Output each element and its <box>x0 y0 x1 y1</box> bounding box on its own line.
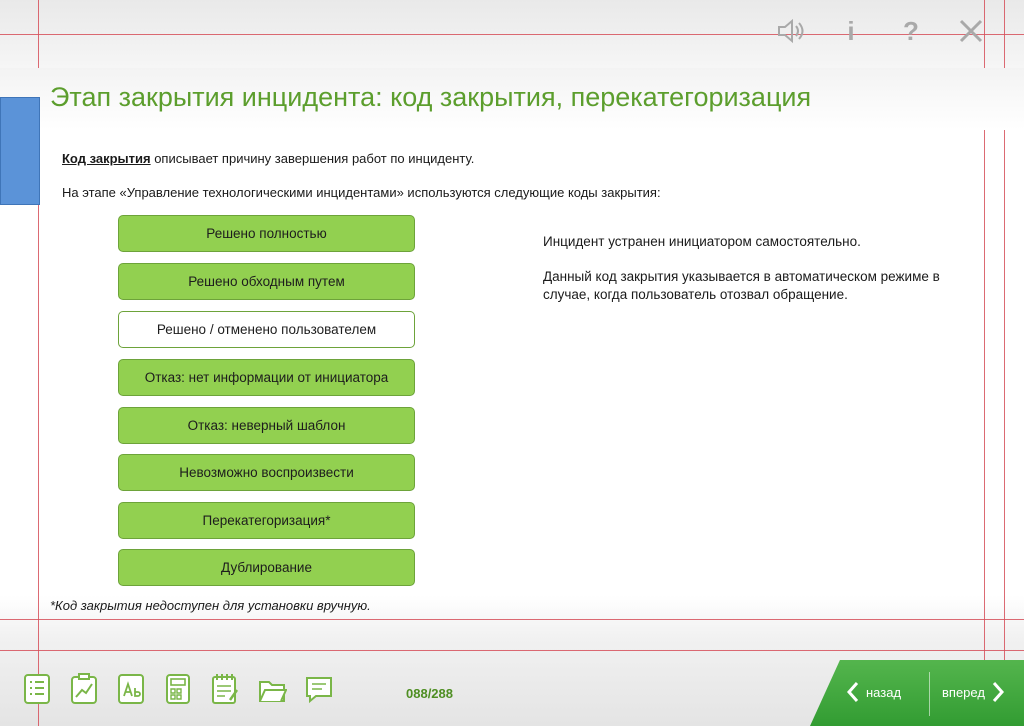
code-button-no-info-from-initiator[interactable]: Отказ: нет информации от инициатора <box>118 359 415 396</box>
description-line: Инцидент устранен инициатором самостоятельно. <box>543 234 861 249</box>
code-button-cancelled-by-user[interactable]: Решено / отменено пользователем <box>118 311 415 348</box>
chevron-left-icon <box>846 680 860 704</box>
code-button-resolved-fully[interactable]: Решено полностью <box>118 215 415 252</box>
message-icon[interactable] <box>304 672 334 706</box>
intro-rest: описывает причину завершения работ по инциденту. <box>150 151 475 166</box>
guide-line <box>0 650 1024 651</box>
code-button-resolved-workaround[interactable]: Решено обходным путем <box>118 263 415 300</box>
forward-button[interactable] <box>942 680 1005 704</box>
footnote: *Код закрытия недоступен для установки вручную. <box>50 598 371 613</box>
code-description <box>543 233 963 321</box>
top-toolbar <box>774 14 988 48</box>
code-button-recategorization[interactable]: Перекатегоризация* <box>118 502 415 539</box>
intro-bold-term: Код закрытия <box>62 151 151 166</box>
notepad-icon[interactable] <box>210 672 240 706</box>
folder-icon[interactable] <box>257 672 287 706</box>
back-button[interactable] <box>846 680 901 704</box>
code-button-cannot-reproduce[interactable]: Невозможно воспроизвести <box>118 454 415 491</box>
code-button-wrong-template[interactable]: Отказ: неверный шаблон <box>118 407 415 444</box>
back-label: назад <box>866 684 902 700</box>
help-icon[interactable] <box>894 14 928 48</box>
nav-divider <box>929 672 930 716</box>
chart-icon[interactable] <box>69 672 99 706</box>
guide-line <box>0 619 1024 620</box>
bottom-toolbar <box>22 672 334 706</box>
speaker-icon[interactable] <box>774 14 808 48</box>
code-button-duplicate[interactable]: Дублирование <box>118 549 415 586</box>
info-icon[interactable] <box>834 14 868 48</box>
intro-text <box>62 151 474 166</box>
forward-label: вперед <box>942 684 985 700</box>
accent-block <box>0 97 40 205</box>
description-line: Данный код закрытия указывается в автоматическом режиме в случае, когда пользователь отозвал обращение. <box>543 269 940 302</box>
help-label: ? <box>903 15 919 46</box>
page-title: Этап закрытия инцидента: код закрытия, перекатегоризация <box>50 82 812 112</box>
chevron-right-icon <box>991 680 1005 704</box>
page-indicator: 088/288 <box>406 686 453 701</box>
calculator-icon[interactable] <box>163 672 193 706</box>
glossary-icon[interactable] <box>116 672 146 706</box>
list-icon[interactable] <box>22 672 52 706</box>
info-label: i <box>847 15 855 46</box>
intro-secondary-text: На этапе «Управление технологическими инцидентами» используются следующие коды закрытия: <box>62 185 661 200</box>
close-icon[interactable] <box>954 14 988 48</box>
